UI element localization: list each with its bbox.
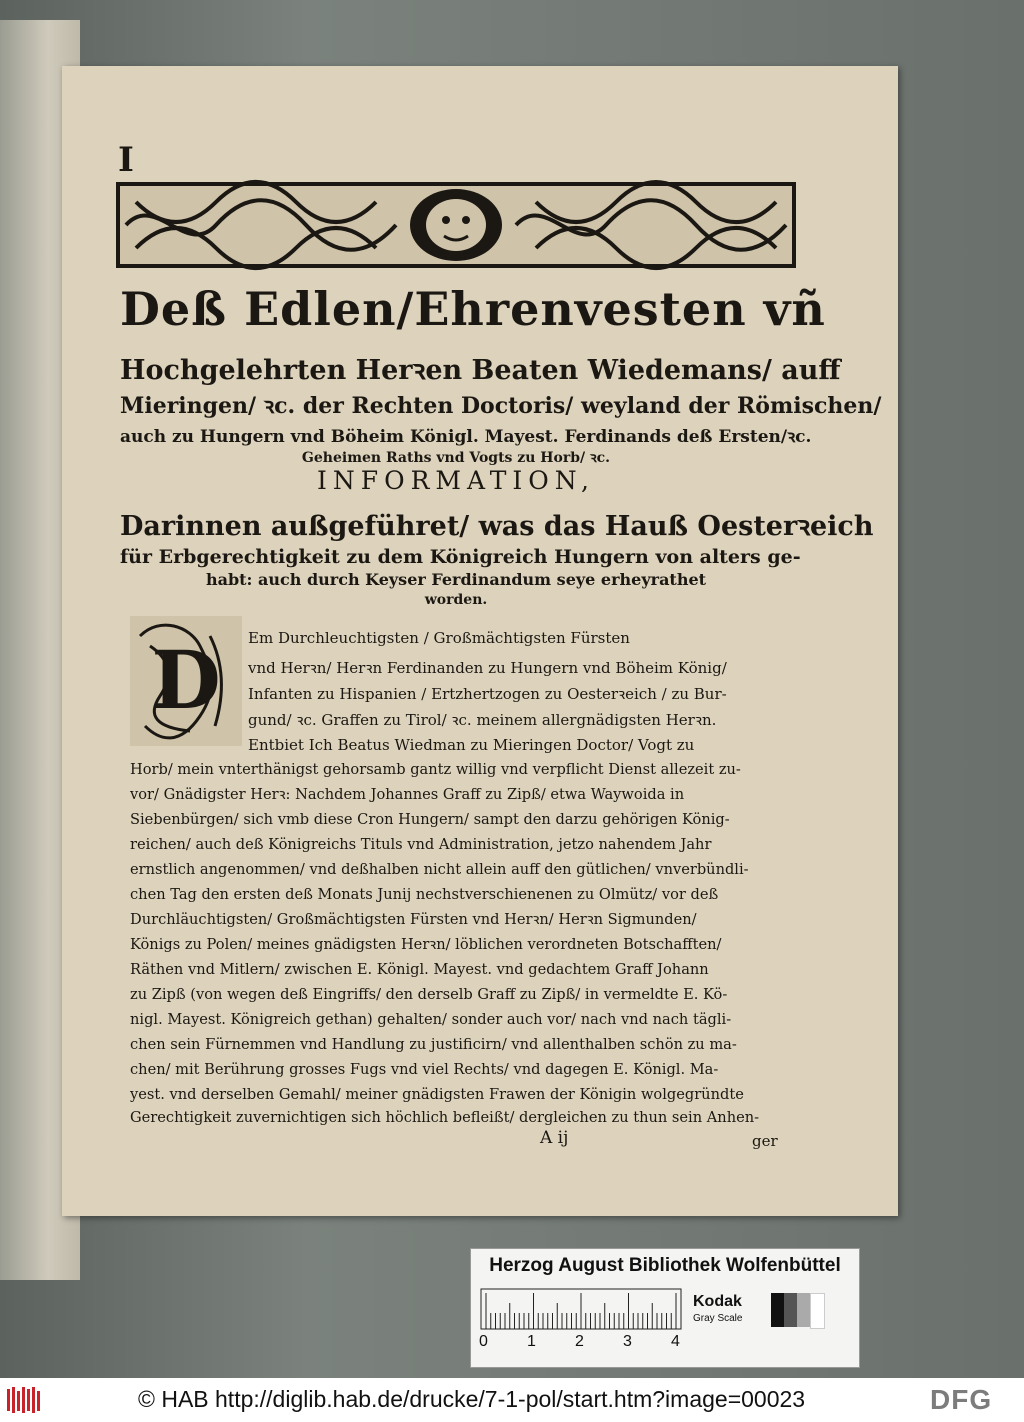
body-line-15: yest. vnd derselben Gemahl/ meiner gnädigsten Frawen der Königin wolgegründte bbox=[130, 1086, 744, 1103]
ruler-number-1: 1 bbox=[527, 1333, 536, 1350]
initial-line-2: vnd Herꝛn/ Herꝛn Ferdinanden zu Hungern vnd Böheim König/ bbox=[248, 659, 727, 677]
ruler-number-2: 2 bbox=[575, 1333, 584, 1350]
body-line-1: Entbiet Ich Beatus Wiedman zu Mieringen Doctor/ Vogt zu bbox=[248, 736, 695, 754]
information-heading: INFORMATION, bbox=[317, 466, 595, 495]
title-line-5: Geheimen Raths vnd Vogts zu Horb/ ꝛc. bbox=[301, 450, 611, 466]
ornament-headpiece bbox=[116, 182, 796, 268]
subtitle-line-4: worden. bbox=[424, 592, 488, 608]
ruler-number-4: 4 bbox=[671, 1333, 680, 1350]
body-line-3: vor/ Gnädigster Herꝛ: Nachdem Johannes Graff zu Zipß/ etwa Waywoida in bbox=[130, 786, 685, 803]
body-line-11: zu Zipß (von wegen deß Eingriffs/ den derselb Graff zu Zipß/ in vermeldte E. Kö- bbox=[130, 986, 728, 1003]
body-line-9: Königs zu Polen/ meines gnädigsten Herꝛn/ löblichen verordneten Botschafften/ bbox=[130, 936, 722, 953]
gray-swatch-light bbox=[797, 1293, 810, 1327]
kodak-label: Kodak bbox=[693, 1293, 742, 1310]
body-line-7: chen Tag den ersten deß Monats Junij nechstverschienenen zu Olmütz/ vor deß bbox=[130, 886, 719, 903]
ruler-number-3: 3 bbox=[623, 1333, 632, 1350]
gray-scale-label: Gray Scale bbox=[693, 1313, 743, 1324]
scan-target-card bbox=[470, 1248, 860, 1368]
gray-swatch-black bbox=[771, 1293, 784, 1327]
body-line-13: chen sein Fürnemmen vnd Handlung zu justificirn/ vnd allenthalben schön zu ma- bbox=[130, 1036, 737, 1053]
copyright-url: © HAB http://diglib.hab.de/drucke/7-1-pol/start.htm?image=00023 bbox=[138, 1386, 806, 1412]
decorated-initial bbox=[130, 616, 242, 746]
body-line-2: Horb/ mein vnterthänigst gehorsamb gantz willig vnd verpflicht Dienst allezeit zu- bbox=[130, 761, 741, 778]
title-line-3: Mieringen/ ꝛc. der Rechten Doctoris/ weyland der Römischen/ bbox=[120, 393, 882, 419]
body-line-6: ernstlich angenommen/ vnd deßhalben nicht allein auff den gütlichen/ vnverbündli- bbox=[130, 861, 749, 878]
subtitle-line-3: habt: auch durch Keyser Ferdinandum seye erheyrathet bbox=[205, 570, 707, 589]
gray-swatch-dark bbox=[784, 1293, 797, 1327]
measuring-ruler bbox=[481, 1289, 681, 1329]
body-line-5: reichen/ auch deß Königreichs Tituls vnd Administration, jetzo nahendem Jahr bbox=[130, 836, 712, 853]
body-line-10: Räthen vnd Mitlern/ zwischen E. Königl. Mayest. vnd gedachtem Graff Johann bbox=[130, 961, 709, 978]
initial-line-1: Em Durchleuchtigsten / Großmächtigsten Fürsten bbox=[248, 629, 630, 647]
subtitle-line-2: für Erbgerechtigkeit zu dem Königreich Hungern von alters ge- bbox=[120, 546, 801, 568]
title-line-2: Hochgelehrten Herꝛen Beaten Wiedemans/ auff bbox=[120, 355, 841, 386]
initial-line-4: gund/ ꝛc. Graffen zu Tirol/ ꝛc. meinem allergnädigsten Herꝛn. bbox=[248, 711, 717, 729]
signature-mark: A ij bbox=[540, 1128, 569, 1148]
dfg-logo: DFG bbox=[930, 1384, 993, 1415]
body-line-8: Durchläuchtigsten/ Großmächtigsten Fürsten vnd Herꝛn/ Herꝛn Sigmunden/ bbox=[130, 911, 697, 928]
body-line-4: Siebenbürgen/ sich vmb diese Cron Hungern/ sampt den darzu gehörigen König- bbox=[130, 811, 730, 828]
title-line-1: Deß Edlen/Ehrenvesten vñ bbox=[120, 282, 826, 336]
title-line-4: auch zu Hungern vnd Böheim Königl. Mayest. Ferdinands deß Ersten/ꝛc. bbox=[120, 427, 812, 447]
page-number: I bbox=[118, 140, 134, 180]
ruler-number-0: 0 bbox=[479, 1333, 488, 1350]
card-title: Herzog August Bibliothek Wolfenbüttel bbox=[489, 1255, 841, 1276]
gray-swatch-white bbox=[810, 1293, 825, 1329]
body-line-12: nigl. Mayest. Königreich gethan) gehalten/ sonder auch vor/ nach vnd nach tägli- bbox=[130, 1011, 732, 1028]
subtitle-line-1: Darinnen außgeführet/ was das Hauß Oesterꝛeich bbox=[120, 511, 874, 542]
initial-line-3: Infanten zu Hispanien / Ertzhertzogen zu Oesterꝛeich / zu Bur- bbox=[248, 685, 727, 703]
initial-letter: D bbox=[151, 633, 221, 727]
catchword: ger bbox=[752, 1132, 778, 1150]
hab-logo-icon bbox=[6, 1385, 44, 1415]
body-line-16: Gerechtigkeit zuvernichtigen sich höchlich befleißt/ dergleichen zu thun sein Anhen- bbox=[130, 1109, 760, 1126]
body-line-14: chen/ mit Berührung grosses Fugs vnd viel Rechts/ vnd dagegen E. Königl. Ma- bbox=[130, 1061, 719, 1078]
